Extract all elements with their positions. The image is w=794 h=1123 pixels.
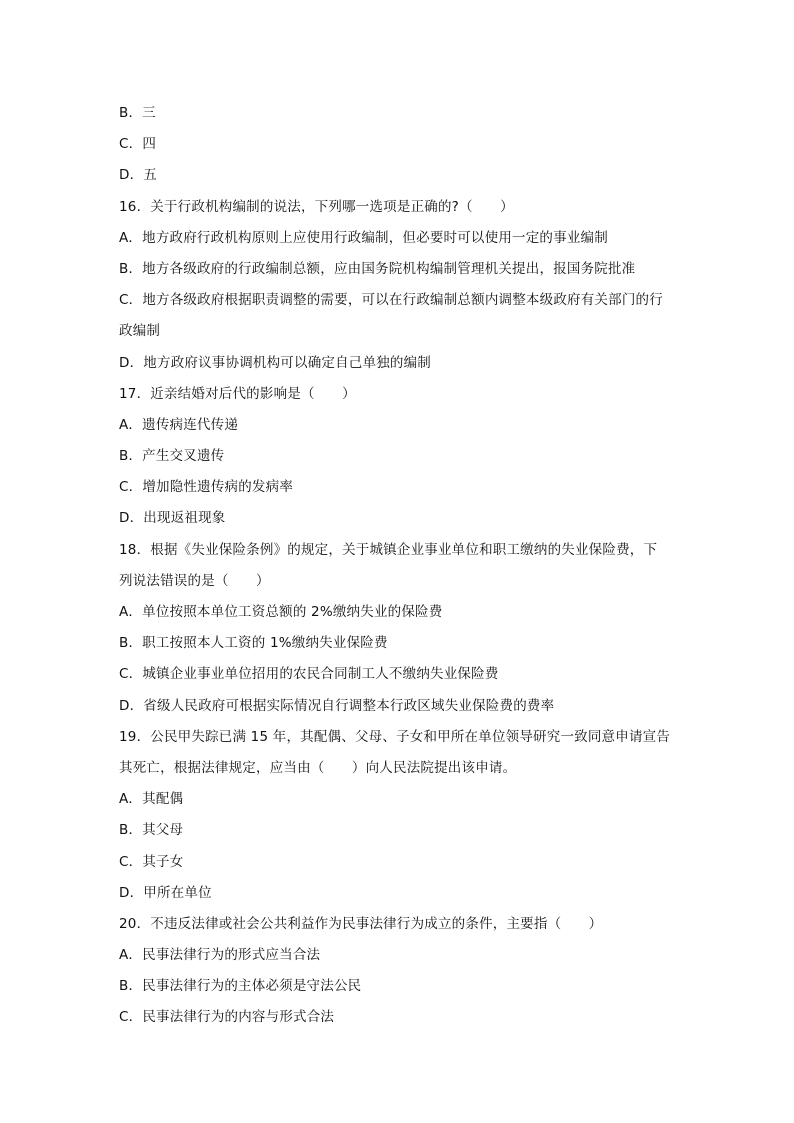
option-line: B．职工按照本人工资的 1%缴纳失业保险费 [119,635,388,652]
option-line: C．其子女 [119,853,184,870]
option-line: A．民事法律行为的形式应当合法 [119,947,321,964]
question-16-stem: 16．关于行政机构编制的说法，下列哪一选项是正确的?（ ） [119,198,514,215]
question-20-stem: 20．不违反法律或社会公共利益作为民事法律行为成立的条件，主要指（ ） [119,915,603,932]
option-line: B．地方各级政府的行政编制总额，应由国务院机构编制管理机关提出，报国务院批准 [119,260,636,277]
question-19-stem: 19．公民甲失踪已满 15 年，其配偶、父母、子女和甲所在单位领导研究一致同意申请宣告 [119,728,671,745]
option-line: C．地方各级政府根据职责调整的需要，可以在行政编制总额内调整本级政府有关部门的行 [119,292,663,309]
option-line: D．省级人民政府可根据实际情况自行调整本行政区域失业保险费的费率 [119,697,555,714]
option-line: D．甲所在单位 [119,884,212,901]
option-line: C．民事法律行为的内容与形式合法 [119,1009,335,1026]
option-line: B．民事法律行为的主体必须是守法公民 [119,978,362,995]
question-17-stem: 17．近亲结婚对后代的影响是（ ） [119,385,356,402]
option-line-continuation: 政编制 [119,323,161,340]
option-line: A．遗传病连代传递 [119,416,239,433]
option-line: D．地方政府议事协调机构可以确定自己单独的编制 [119,354,431,371]
option-line: D．五 [119,167,157,184]
question-19-stem-continuation: 其死亡，根据法律规定，应当由（ ）向人民法院提出该申请。 [119,759,517,776]
option-line: B．三 [119,105,156,121]
question-18-stem: 18．根据《失业保险条例》的规定，关于城镇企业事业单位和职工缴纳的失业保险费，下 [119,541,658,558]
option-line: C．四 [119,136,157,153]
option-line: A．单位按照本单位工资总额的 2%缴纳失业的保险费 [119,604,443,620]
question-18-stem-continuation: 列说法错误的是（ ） [119,572,270,589]
question-text-block [119,102,679,1038]
option-line: C．城镇企业事业单位招用的农民合同制工人不缴纳失业保险费 [119,666,499,683]
option-line: C．增加隐性遗传病的发病率 [119,479,294,496]
option-line: B．其父母 [119,822,184,839]
option-line: A．其配偶 [119,791,184,808]
option-line: A．地方政府行政机构原则上应使用行政编制，但必要时可以使用一定的事业编制 [119,229,608,246]
option-line: B．产生交叉遗传 [119,448,225,465]
option-line: D．出现返祖现象 [119,510,226,527]
